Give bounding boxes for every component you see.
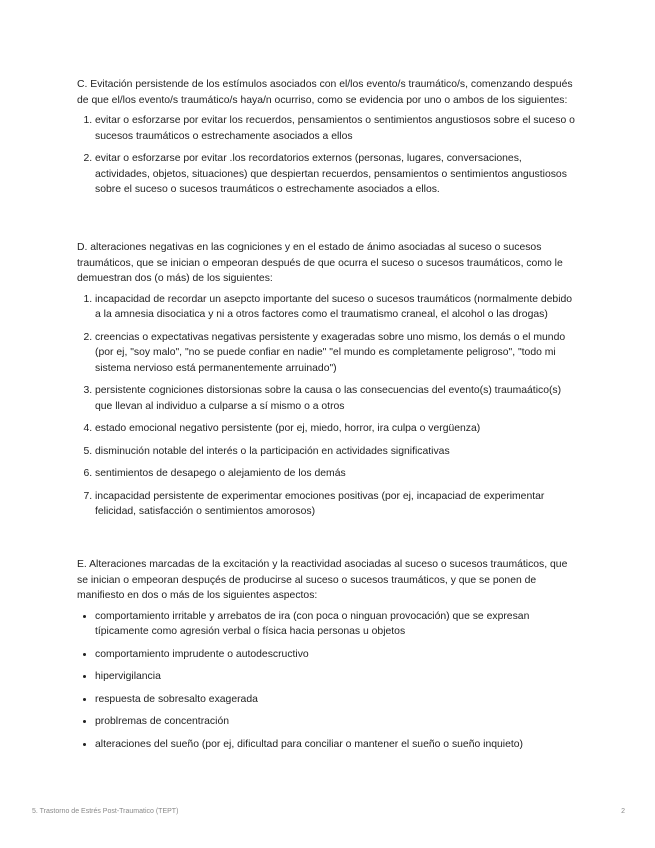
list-item: 4. estado emocional negativo persistente (por ej, miedo, horror, ira culpa o vergüenza)	[95, 421, 577, 437]
list-item: 7. incapacidad persistente de experimentar emociones positivas (por ej, incapaciad de experimentar felicidad, satisfacción o sentimientos amorosos)	[95, 489, 577, 520]
section-d-list	[77, 292, 577, 520]
section-e-intro: E. Alteraciones marcadas de la excitación y la reactividad asociadas al suceso o sucesos traumáticos, que se inician o empeoran despuçés de producirse al suceso o sucesos traumáticos, y que se ponen de manifiesto en dos o más de los siguientes aspectos:	[77, 559, 568, 601]
section-e-list	[77, 609, 577, 753]
list-item: 2. evitar o esforzarse por evitar .los recordatorios externos (personas, lugares, conversaciones, actividades, objetos, situaciones) que despiertan recuerdos, pensamientos o sentimientos angustiosos sobre el suceso o sucesos traumáticos o estrechamente asociados a ellos.	[95, 151, 577, 198]
page-number: 2	[621, 808, 625, 815]
section-c-intro: C. Evitación persistende de los estímulos asociados con el/los evento/s traumático/s, comenzando después de que el/los evento/s traumático/s haya/n ocurriso, como se evidencia por uno o ambos de los siguientes:	[77, 79, 573, 106]
list-item: • hipervigilancia	[95, 669, 577, 685]
section-d	[77, 240, 577, 527]
list-item: 1. incapacidad de recordar un asepcto importante del suceso o sucesos traumáticos (normalmente debido a la amnesia disociatica y ni a otros factores como el traumatismo craneal, el alcohol o las drogas)	[95, 292, 577, 323]
section-d-intro: D. alteraciones negativas en las cogniciones y en el estado de ánimo asociadas al suceso o sucesos traumáticos, que se inician o empeoran después de que ocurra el suceso o sucesos traumáticos, como le demuestran dos (o más) de los siguientes:	[77, 242, 563, 284]
list-item: • alteraciones del sueño (por ej, dificultad para conciliar o mantener el sueño o sueño inquieto)	[95, 737, 577, 753]
section-c-list	[77, 113, 577, 198]
list-item: 3. persistente cogniciones distorsionas sobre la causa o las consecuencias del evento(s) traumaático(s) que llevan al individuo a culparse a sí mismo o a otros	[95, 383, 577, 414]
list-item: 5. disminución notable del interés o la participación en actividades significativas	[95, 444, 577, 460]
list-item: 1. evitar o esforzarse por evitar los recuerdos, pensamientos o sentimientos angustiosos sobre el suceso o sucesos traumáticos o estrechamente asociados a ellos	[95, 113, 577, 144]
list-item: • problremas de concentración	[95, 714, 577, 730]
list-item: 6. sentimientos de desapego o alejamiento de los demás	[95, 466, 577, 482]
list-item: • comportamiento imprudente o autodescructivo	[95, 647, 577, 663]
section-c	[77, 77, 577, 205]
section-e	[77, 557, 577, 759]
footer-title: 5. Trastorno de Estrés Post-Traumatico (TEPT)	[32, 808, 179, 815]
list-item: • comportamiento irritable y arrebatos de ira (con poca o ninguan provocación) que se expresan típicamente como agresión verbal o física hacia personas u objetos	[95, 609, 577, 640]
list-item: • respuesta de sobresalto exagerada	[95, 692, 577, 708]
list-item: 2. creencias o expectativas negativas persistente y exageradas sobre uno mismo, los demás o el mundo (por ej, "soy malo", "no se puede confiar en nadie" "el mundo es completamente peligroso", "todo mi sistema nervioso está permanentemente arruinado")	[95, 330, 577, 377]
